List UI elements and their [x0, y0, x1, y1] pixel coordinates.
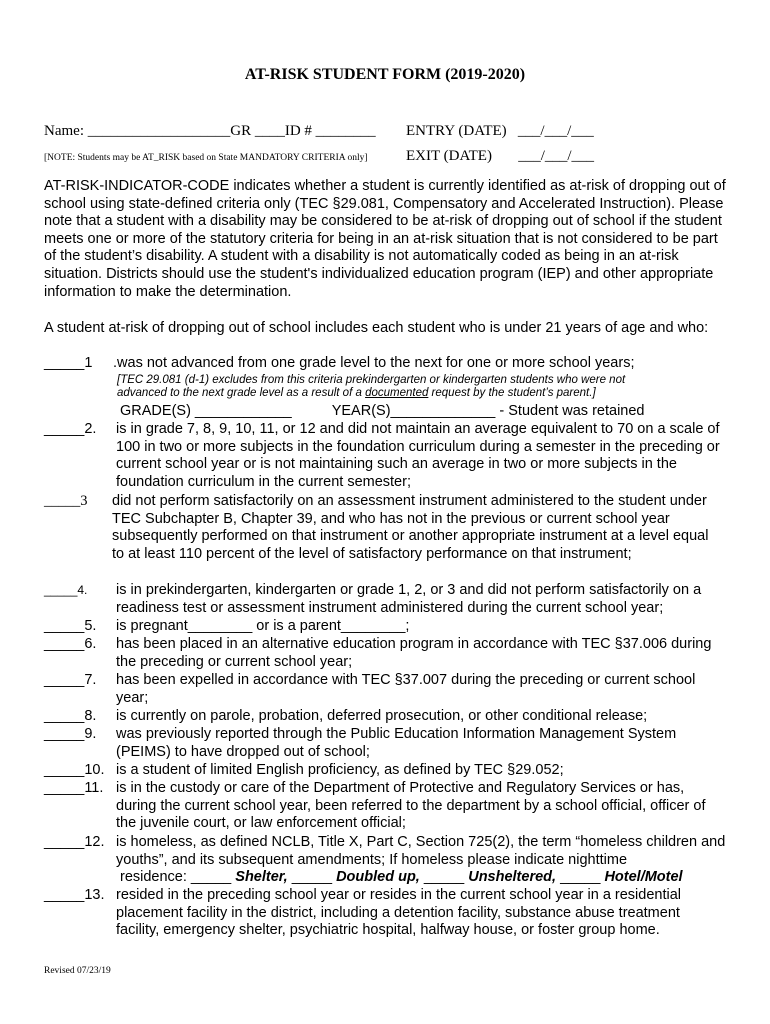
lead-paragraph: A student at-risk of dropping out of school includes each student who is under 21 years of age and who:	[44, 320, 709, 336]
criterion-3-text: did not perform satisfactorily on an assessment instrument administered to the student under TEC Subchapter B, Chapter 39, and who has not in the previous or current school year subsequently performed on that instrument or another appropriate instrument at a level equal to at least 110 percent of the level of satisfactory performance on that instrument;	[112, 493, 709, 562]
criterion-8	[44, 708, 730, 726]
criterion-5-blank: _____5.	[44, 618, 97, 634]
mandatory-criteria-note: [NOTE: Students may be AT_RISK based on State MANDATORY CRITERIA only]	[44, 153, 368, 163]
intro-paragraph: AT-RISK-INDICATOR-CODE indicates whether a student is currently identified as at-risk of dropping out of school using state-defined criteria only (TEC §29.081, Compensatory and Accelerated Instruction). Please note that a student with a disability may be considered to be at-risk of dropping out of school if the student meets one or more of the statutory criteria for being in an at-risk situation that is not considered to be part of the student’s disability. A student with a disability is not automatically coded as being in an at-risk situation. Districts should use the student's individualized education program (IEP) and other appropriate information to make the determination.	[44, 178, 726, 300]
criterion-2-blank: _____2.	[44, 421, 97, 437]
option-unsheltered: Unsheltered,	[468, 869, 557, 885]
criterion-9-text: was previously reported through the Public Education Information Management System (PEIMS) to have dropped out of school;	[116, 726, 677, 760]
revision-date: Revised 07/23/19	[44, 966, 111, 976]
grades-years-retained: GRADE(S) ____________ YEAR(S)_____________ - Student was retained	[120, 403, 645, 419]
criterion-4	[44, 582, 730, 618]
criterion-6-text: has been placed in an alternative education program in accordance with TEC §37.006 during the preceding or current school year;	[116, 636, 712, 670]
criterion-4-text: is in prekindergarten, kindergarten or grade 1, 2, or 3 and did not perform satisfactorily on a readiness test or assessment instrument administered during the current school year;	[116, 582, 702, 616]
criterion-1-note-line-1: [TEC 29.081 (d-1) excludes from this criteria prekindergarten or kindergarten students who were not	[117, 374, 626, 386]
option-shelter: Shelter,	[235, 869, 288, 885]
option-hotel-motel: Hotel/Motel	[604, 869, 683, 885]
criterion-13-text: resided in the preceding school year or resides in the current school year in a residential placement facility in the district, including a detention facility, substance abuse treatment facility, emergency shelter, psychiatric hospital, halfway house, or foster group home.	[116, 887, 682, 939]
criterion-1-blank: _____1	[44, 355, 93, 371]
criterion-5	[44, 618, 730, 636]
criterion-2	[44, 421, 730, 493]
criterion-7	[44, 672, 730, 708]
nighttime-residence-options: residence: _____ Shelter, _____ Doubled up, _____ Unsheltered, _____ Hotel/Motel	[120, 869, 683, 885]
criterion-13	[44, 887, 730, 941]
criterion-5-text: is pregnant________ or is a parent________;	[116, 618, 410, 634]
entry-date: ENTRY (DATE) ___/___/___	[406, 123, 594, 139]
criterion-12	[44, 834, 730, 888]
criterion-9-blank: _____9.	[44, 726, 97, 742]
criterion-10	[44, 762, 730, 780]
criterion-3	[44, 493, 730, 583]
criterion-8-text: is currently on parole, probation, deferred prosecution, or other conditional release;	[116, 708, 648, 724]
form-title: AT-RISK STUDENT FORM (2019-2020)	[244, 66, 526, 83]
criterion-10-text: is a student of limited English proficiency, as defined by TEC §29.052;	[116, 762, 564, 778]
criterion-7-blank: _____7.	[44, 672, 97, 688]
criterion-6	[44, 636, 730, 672]
option-doubled-up: Doubled up,	[336, 869, 420, 885]
criterion-11-text: is in the custody or care of the Department of Protective and Regulatory Services or has, during the current school year, been referred to the department by a school official, officer of the juvenile court, or law enforcement official;	[116, 780, 706, 832]
criterion-3-blank: _____3	[44, 493, 88, 509]
criterion-8-blank: _____8.	[44, 708, 97, 724]
criterion-11-blank: _____11.	[44, 780, 104, 796]
criterion-6-blank: _____6.	[44, 636, 97, 652]
criterion-12-blank: _____12.	[44, 834, 105, 850]
name-line: Name: ___________________GR ____ID # ________	[44, 123, 376, 139]
criterion-7-text: has been expelled in accordance with TEC §37.007 during the preceding or current school year;	[116, 672, 696, 706]
criterion-1-text: .was not advanced from one grade level to the next for one or more school years;	[113, 355, 635, 371]
documented-text: documented	[365, 387, 429, 399]
criterion-1-note-line-2: advanced to the next grade level as a result of a documented request by the student’s parent.]	[117, 387, 596, 399]
criterion-2-text: is in grade 7, 8, 9, 10, 11, or 12 and did not maintain an average equivalent to 70 on a scale of 100 in two or more subjects in the foundation curriculum during a semester in the preceding or current school year or is not maintaining such an average in two or more subjects in the foundation curriculum in the current semester;	[116, 421, 720, 490]
criterion-12-text: is homeless, as defined NCLB, Title X, Part C, Section 725(2), the term “homeless children and youths”, and its subsequent amendments; If homeless please indicate nighttime	[116, 834, 726, 868]
criterion-1-note	[117, 374, 717, 400]
criterion-13-blank: _____13.	[44, 887, 105, 903]
exit-date: EXIT (DATE) ___/___/___	[406, 148, 595, 164]
criterion-1	[44, 355, 730, 373]
criterion-11	[44, 780, 730, 834]
criterion-9	[44, 726, 730, 762]
criterion-10-blank: _____10.	[44, 762, 105, 778]
criterion-4-blank: _____4.	[44, 583, 88, 597]
